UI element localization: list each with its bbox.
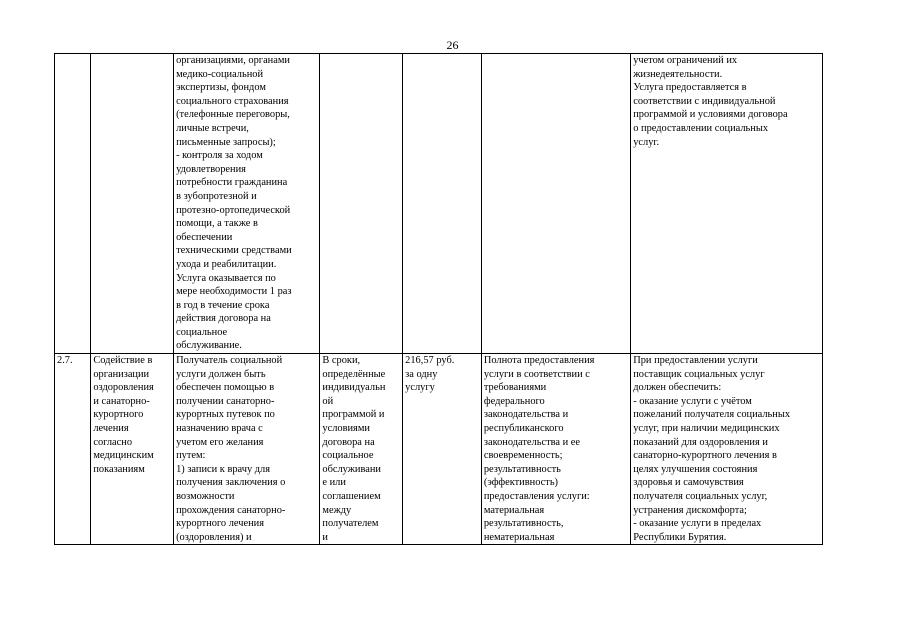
conditions-line: услуг. xyxy=(633,136,660,148)
price-line: 216,57 руб. xyxy=(405,355,455,367)
conditions-line: Услуга предоставляется в xyxy=(633,82,747,94)
description-line: помощи, а также в xyxy=(176,218,258,230)
services-table xyxy=(54,53,823,545)
price-line: за одну xyxy=(405,368,438,380)
quality-line: республиканского xyxy=(483,423,564,435)
description-line: ухода и реабилитации. xyxy=(176,258,277,270)
conditions-line: - оказание услуги в пределах xyxy=(633,518,762,530)
description-line: Услуга оказывается по xyxy=(176,272,276,284)
description-line: путем: xyxy=(176,450,206,462)
quality-line: законодательства и ее xyxy=(483,436,580,448)
description-line: 1) записи к врачу для xyxy=(176,463,271,475)
description-line: экспертизы, фондом xyxy=(176,82,266,94)
cell-price xyxy=(403,354,482,545)
description-line: организациями, органами xyxy=(176,55,290,66)
table-row-service xyxy=(55,354,823,545)
description-line: в год в течение срока xyxy=(176,299,270,311)
conditions-line: программой и условиями договора xyxy=(633,109,788,121)
cell-quality-empty xyxy=(481,54,630,354)
service-name-line: лечения xyxy=(93,423,129,435)
cell-quality xyxy=(481,354,630,545)
quality-line: законодательства и xyxy=(483,409,569,421)
description-line: в зубопротезной и xyxy=(176,190,257,202)
description-line: протезно-ортопедической xyxy=(176,204,291,216)
description-line: получении санаторно- xyxy=(176,395,275,407)
terms-line: е или xyxy=(322,477,346,489)
description-line: обеспечении xyxy=(176,231,233,243)
description-line: Получатель социальной xyxy=(176,355,283,367)
quality-line: услуги в соответствии с xyxy=(483,368,590,380)
description-line: мере необходимости 1 раз xyxy=(176,286,292,298)
conditions-line: здоровья и самочувствия xyxy=(633,477,744,489)
conditions-line: При предоставлении услуги xyxy=(633,355,758,367)
description-line: услуги должен быть xyxy=(176,368,266,380)
conditions-line: целях улучшения состояния xyxy=(633,463,758,475)
conditions-line: получателя социальных услуг, xyxy=(633,491,768,502)
description-line: социальное xyxy=(176,326,228,338)
description-line: личные встречи, xyxy=(176,122,249,134)
page-number: 26 xyxy=(446,38,459,52)
cell-number xyxy=(55,354,91,545)
service-number: 2.7. xyxy=(57,355,73,367)
terms-line: социальное xyxy=(322,450,374,462)
conditions-line: Республики Бурятия. xyxy=(633,531,727,543)
quality-line: предоставления услуги: xyxy=(483,491,590,502)
description-line: (оздоровления) и xyxy=(176,531,252,543)
description-line: медико-социальной xyxy=(176,68,264,80)
service-name-line: медицинским xyxy=(93,450,154,462)
conditions-line: устранения дискомфорта; xyxy=(633,504,747,516)
description-line: учетом его желания xyxy=(176,436,264,448)
terms-line: договора на xyxy=(322,436,375,448)
conditions-line: поставщик социальных услуг xyxy=(633,368,765,380)
conditions-line: услуг, при наличии медицинских xyxy=(633,423,780,435)
conditions-line: жизнедеятельности. xyxy=(633,68,723,80)
description-line: курортных путевок по xyxy=(176,409,275,421)
terms-line: программой и xyxy=(322,409,385,421)
description-line: социального страхования xyxy=(176,95,289,107)
terms-line: соглашением xyxy=(322,491,381,502)
cell-description xyxy=(174,354,320,545)
description-line: прохождения санаторно- xyxy=(176,504,286,516)
quality-line: Полнота предоставления xyxy=(483,355,595,367)
terms-line: В сроки, xyxy=(322,355,361,367)
quality-line: федерального xyxy=(483,395,545,407)
cell-terms-empty xyxy=(320,54,403,354)
conditions-line: - оказание услуги с учётом xyxy=(633,395,752,407)
cell-conditions xyxy=(631,54,823,354)
quality-line: требованиями xyxy=(483,382,547,394)
conditions-line: должен обеспечить: xyxy=(633,382,722,394)
table-row-continuation xyxy=(55,54,823,354)
description-line: - контроля за ходом xyxy=(176,150,263,162)
description-line: удовлетворения xyxy=(176,163,246,175)
description-line: возможности xyxy=(176,491,235,502)
terms-line: ой xyxy=(322,395,334,407)
terms-line: между xyxy=(322,504,352,516)
quality-line: результативность xyxy=(483,463,561,475)
quality-line: материальная xyxy=(483,504,545,516)
service-name-line: показаниям xyxy=(93,463,145,475)
description-line: обеспечен помощью в xyxy=(176,382,275,394)
terms-line: обслуживани xyxy=(322,463,381,475)
quality-line: (эффективность) xyxy=(483,477,559,489)
cell-conditions xyxy=(631,354,823,545)
description-line: (телефонные переговоры, xyxy=(176,109,290,121)
quality-line: нематериальная xyxy=(483,531,555,543)
description-line: техническими средствами xyxy=(176,245,292,257)
price-line: услугу xyxy=(405,382,435,394)
cell-terms xyxy=(320,354,403,545)
quality-line: своевременность; xyxy=(483,450,563,462)
service-name-line: Содействие в xyxy=(93,355,153,367)
quality-line: результативность, xyxy=(483,518,564,530)
service-name-line: курортного xyxy=(93,409,144,421)
conditions-line: санаторно-курортного лечения в xyxy=(633,450,777,462)
conditions-line: соответствии с индивидуальной xyxy=(633,95,776,107)
service-name-line: организации xyxy=(93,368,150,380)
description-line: получения заключения о xyxy=(176,477,286,489)
cell-name-empty xyxy=(91,54,174,354)
service-name-line: оздоровления xyxy=(93,382,154,394)
description-line: действия договора на xyxy=(176,313,271,325)
conditions-line: о предоставлении социальных xyxy=(633,122,769,134)
cell-number-empty xyxy=(55,54,91,354)
terms-line: получателем xyxy=(322,518,379,530)
description-line: потребности гражданина xyxy=(176,177,288,189)
conditions-line: показаний для оздоровления и xyxy=(633,436,768,448)
conditions-line: пожеланий получателя социальных xyxy=(633,409,791,421)
service-name-line: и санаторно- xyxy=(93,395,150,407)
terms-line: индивидуальн xyxy=(322,382,386,394)
conditions-line: учетом ограничений их xyxy=(633,55,738,66)
cell-price-empty xyxy=(403,54,482,354)
terms-line: и xyxy=(322,531,328,543)
description-line: курортного лечения xyxy=(176,518,264,530)
description-line: обслуживание. xyxy=(176,340,242,352)
terms-line: условиями xyxy=(322,423,370,435)
service-name-line: согласно xyxy=(93,436,133,448)
cell-description xyxy=(174,54,320,354)
description-line: письменные запросы); xyxy=(176,136,276,148)
description-line: назначению врача с xyxy=(176,423,263,435)
terms-line: определённые xyxy=(322,368,386,380)
cell-name xyxy=(91,354,174,545)
